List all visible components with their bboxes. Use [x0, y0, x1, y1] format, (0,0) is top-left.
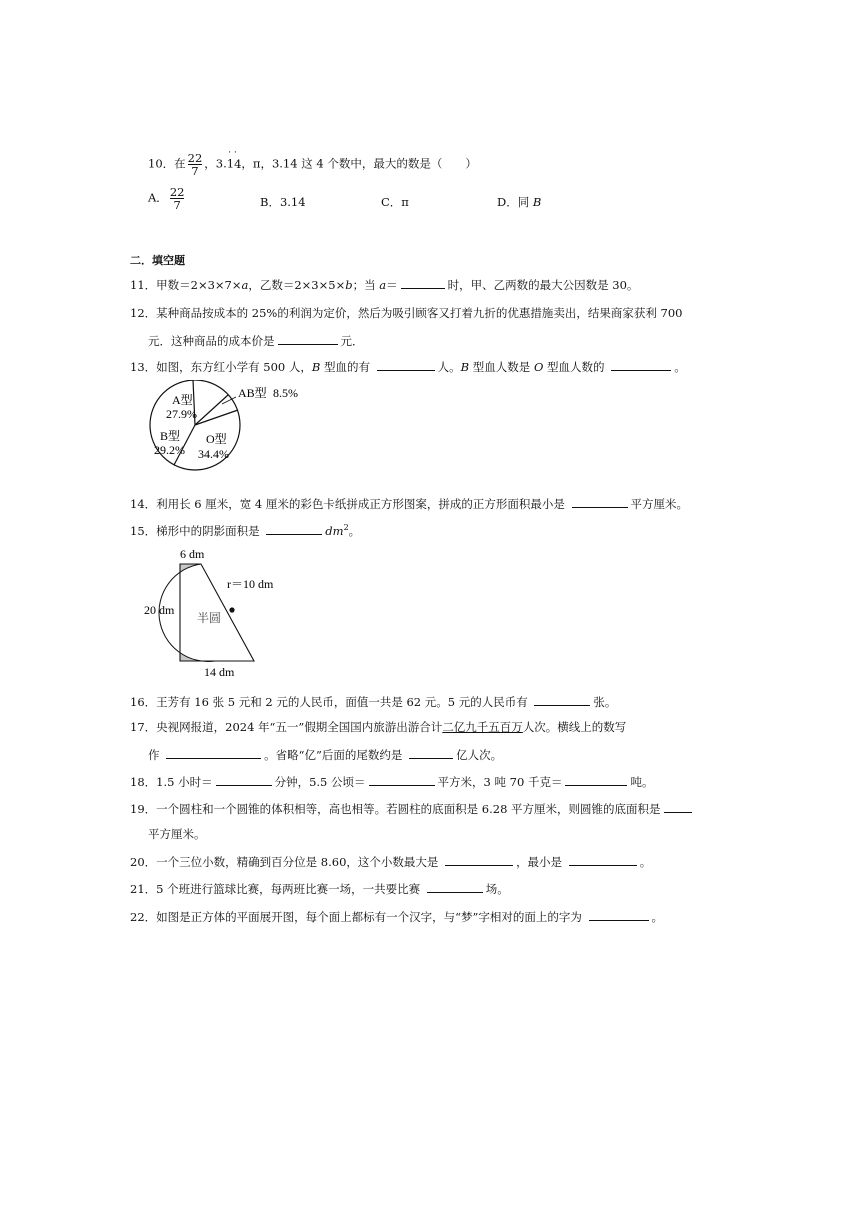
trapezoid-figure	[140, 544, 290, 684]
label-b-percent: 29.2%	[154, 443, 185, 457]
question-16: 16．王芳有 16 张 5 元和 2 元的人民币，面值一共是 62 元。5 元的人民币有 张。	[130, 695, 617, 709]
question-17-line2: 作 。省略“亿”后面的尾数约是 亿人次。	[148, 748, 503, 762]
answer-blank[interactable]	[216, 773, 272, 786]
pie-divider	[195, 410, 238, 425]
blood-type-pie	[140, 380, 315, 472]
fraction: $\frac{22}{7}$	[187, 151, 203, 179]
question-number: 10．	[148, 156, 175, 171]
underlined-number: 二亿九千五百万	[442, 720, 523, 734]
answer-blank[interactable]	[427, 880, 483, 893]
question-22: 22．如图是正方体的平面展开图，每个面上都标有一个汉字，与“梦”字相对的面上的字为 。	[130, 910, 664, 924]
label-ab-type: AB型	[238, 386, 267, 400]
label-ab-percent: 8.5%	[273, 386, 298, 400]
question-12-line1: 12．某种商品按成本的 25%的利润为定价，然后为吸引顾客又打着九折的优惠措施卖出，结果商家获利 700	[130, 306, 683, 320]
question-14: 14．利用长 6 厘米，宽 4 厘米的彩色卡纸拼成正方形图案，拼成的正方形面积最小是 平方厘米。	[130, 497, 689, 511]
question-19-line1: 19．一个圆柱和一个圆锥的体积相等，高也相等。若圆柱的底面积是 6.28 平方厘米，则圆锥的底面积是	[130, 800, 695, 817]
answer-blank[interactable]	[266, 522, 322, 535]
question-13: 13．如图，东方红小学有 500 人，B 型血的有 人。B 型血人数是 O 型血人数的 。	[130, 360, 686, 374]
answer-blank[interactable]	[572, 495, 628, 508]
option-a[interactable]: A． $\frac{22}{7}$	[148, 185, 185, 213]
label-top: 6 dm	[180, 547, 205, 561]
answer-blank[interactable]	[166, 746, 261, 759]
answer-blank[interactable]	[377, 358, 435, 371]
question-11: 11．甲数＝2×3×7×a，乙数＝2×3×5×b；当 a＝ 时，甲、乙两数的最大公因数是 30。	[130, 278, 639, 292]
section-title: 二．填空题	[130, 254, 185, 267]
question-17-line1: 17．央视网报道，2024 年“五一”假期全国国内旅游出游合计二亿九千五百万人次。横线上的数写	[130, 720, 627, 734]
label-a-type: A型	[172, 393, 193, 407]
answer-blank[interactable]	[664, 800, 692, 813]
answer-blank[interactable]	[611, 358, 671, 371]
option-b[interactable]: B．3.14	[260, 195, 306, 209]
center-dot	[229, 607, 234, 612]
fraction: $\frac{22}{7}$	[169, 185, 185, 213]
answer-blank[interactable]	[569, 853, 637, 866]
question-10: 10．在 $\frac{22}{7}$ ，3.14 ·· ，π，3.14 这 4 个数中，最大的数是（ ）	[148, 147, 477, 179]
question-12-line2: 元．这种商品的成本价是 元．	[148, 334, 364, 348]
question-18: 18．1.5 小时＝ 分钟，5.5 公顷＝ 平方米，3 吨 70 千克＝ 吨。	[130, 775, 654, 789]
question-19-line2: 平方厘米。	[148, 827, 206, 841]
answer-blank[interactable]	[534, 693, 590, 706]
label-b-type: B型	[160, 429, 181, 443]
label-o-type: O型	[206, 432, 227, 446]
question-21: 21．5 个班进行篮球比赛，每两班比赛一场，一共要比赛 场。	[130, 882, 509, 896]
answer-blank[interactable]	[401, 276, 445, 289]
repeating-dots: ··	[228, 147, 240, 158]
answer-blank[interactable]	[409, 746, 453, 759]
label-radius: r＝10 dm	[227, 577, 274, 591]
answer-blank[interactable]	[278, 332, 338, 345]
label-o-percent: 34.4%	[198, 447, 229, 461]
option-d[interactable]: D．同 B	[497, 195, 542, 209]
question-20: 20．一个三位小数，精确到百分位是 8.60，这个小数最大是 ，最小是 。	[130, 855, 652, 869]
label-left: 20 dm	[144, 603, 175, 617]
answer-blank[interactable]	[445, 853, 513, 866]
option-c[interactable]: C．π	[381, 195, 409, 209]
label-bottom: 14 dm	[204, 665, 235, 679]
label-a-percent: 27.9%	[166, 407, 197, 421]
answer-blank[interactable]	[369, 773, 435, 786]
label-semicircle: 半圆	[197, 611, 222, 625]
answer-blank[interactable]	[565, 773, 627, 786]
question-15: 15．梯形中的阴影面积是 $dm^2$。	[130, 523, 361, 538]
answer-blank[interactable]	[589, 908, 649, 921]
pie-divider	[195, 395, 228, 425]
